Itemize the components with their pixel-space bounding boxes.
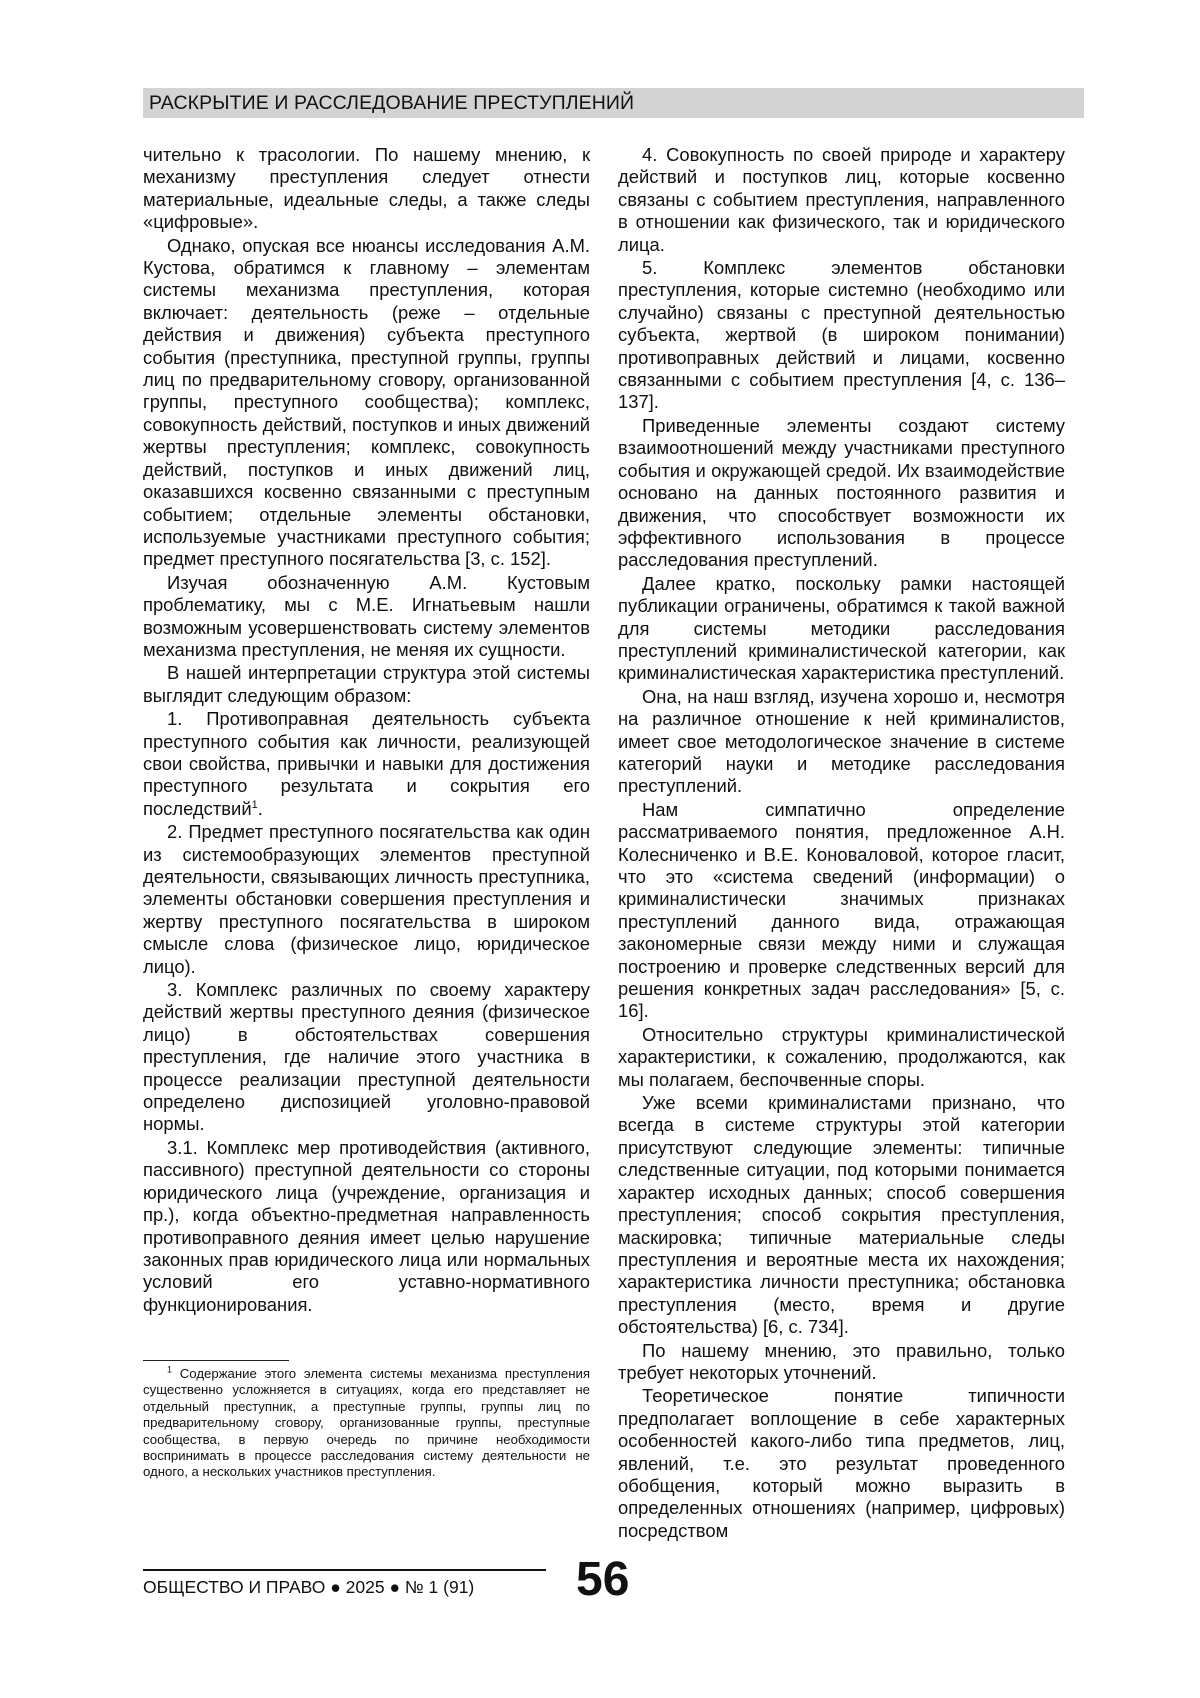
paragraph: Приведенные элементы создают систему взаимоотношений между участниками преступного события и окружающей средой. Их взаимодействие основано на данных постоянного развития и движения, что способствует возможности их эффективного использования в процессе расследования преступлений. bbox=[618, 414, 1065, 571]
paragraph: Однако, опуская все нюансы исследования А.М. Кустова, обратимся к главному – элементам системы механизма преступления, которая включает: деятельность (реже – отдельные действия и движения) субъекта преступного события (преступника, преступной группы, группы лиц по предварительному сговору, организованной группы, преступного сообщества); комплекс, совокупность действий, поступков и иных движений жертвы преступления; комплекс, совокупность действий, поступков и иных движений лиц, оказавшихся косвенно связанными с преступным событием; отдельные элементы обстановки, используемые участниками преступного события; предмет преступного посягательства [3, с. 152]. bbox=[143, 234, 590, 570]
paragraph: Относительно структуры криминалистической характеристики, к сожалению, продолжаются, как мы полагаем, беспочвенные споры. bbox=[618, 1023, 1065, 1090]
footnote-divider bbox=[143, 1360, 289, 1361]
paragraph: Изучая обозначенную А.М. Кустовым проблематику, мы с М.Е. Игнатьевым нашли возможным усовершенствовать систему элементов механизма преступления, не меняя их сущности. bbox=[143, 571, 590, 660]
list-item-paragraph: 3.1. Комплекс мер противодействия (активного, пассивного) преступной деятельности со стороны юридического лица (учреждение, организация и пр.), когда объектно-предметная направленность противоправного деяния имеет целью нарушение законных прав юридического лица или нормальных условий его уставно-нормативного функционирования. bbox=[143, 1136, 590, 1315]
paragraph: По нашему мнению, это правильно, только требует некоторых уточнений. bbox=[618, 1339, 1065, 1383]
running-header-title: РАСКРЫТИЕ И РАССЛЕДОВАНИЕ ПРЕСТУПЛЕНИЙ bbox=[149, 92, 635, 114]
list-item-paragraph bbox=[143, 708, 590, 820]
list-item-text: 1. Противоправная деятельность субъекта преступного события как личности, реализующей свои свойства, привычки и навыки для достижения преступного результата и сокрытия его последствий bbox=[143, 708, 590, 819]
page-number: 56 bbox=[576, 1553, 630, 1606]
paragraph: Уже всеми криминалистами признано, что всегда в системе структуры этой категории присутствуют следующие элементы: типичные следственные ситуации, под которыми понимается характер исходных данных; способ совершения преступления; способ сокрытия преступления, маскировка; типичные материальные следы преступления и вероятные места их нахождения; характеристика личности преступника; обстановка преступления (место, время и другие обстоятельства) [6, с. 734]. bbox=[618, 1092, 1065, 1338]
list-item-paragraph: 4. Совокупность по своей природе и характеру действий и поступков лиц, которые косвенно связаны с событием преступления, направленного в отношении как физического, так и юридического лица. bbox=[618, 144, 1065, 255]
paragraph: чительно к трасологии. По нашему мнению, к механизму преступления следует отнести материальные, идеальные следы, а также следы «цифровые». bbox=[143, 144, 590, 233]
right-column bbox=[618, 144, 1065, 1543]
paragraph: Она, на наш взгляд, изучена хорошо и, несмотря на различное отношение к ней криминалистов, имеет свое методологическое значение в системе категорий науки и методике расследования преступлений. bbox=[618, 685, 1065, 797]
list-item-end: . bbox=[257, 797, 263, 819]
footnote-marker: 1 bbox=[167, 1364, 173, 1375]
journal-footer: ОБЩЕСТВО И ПРАВО ● 2025 ● № 1 (91) bbox=[143, 1577, 475, 1597]
footnote-reference: 1 bbox=[251, 798, 258, 811]
paragraph: Нам симпатично определение рассматриваемого понятия, предложенное А.Н. Колесниченко и В.Е. Коноваловой, которое гласит, что это «система сведений (информации) о криминалистически значимых признаках преступлений данного вида, отражающая закономерные связи между ними и служащая построению и проверке следственных версий для решения конкретных задач расследования» [5, с. 16]. bbox=[618, 798, 1065, 1022]
paragraph: Далее кратко, поскольку рамки настоящей публикации ограничены, обратимся к такой важной для системы методики расследования преступлений криминалистической категории, как криминалистическая характеристика преступлений. bbox=[618, 572, 1065, 684]
left-column bbox=[143, 144, 590, 1317]
list-item-paragraph: 3. Комплекс различных по своему характеру действий жертвы преступного деяния (физическое лицо) в обстоятельствах совершения преступления, где наличие этого участника в процессе реализации преступной деятельности определено диспозицией уголовно-правовой нормы. bbox=[143, 979, 590, 1135]
paragraph: Теоретическое понятие типичности предполагает воплощение в себе характерных особенностей какого-либо типа предметов, лиц, явлений, т.е. это результат проведенного обобщения, который можно выразить в определенных отношениях (например, цифровых) посредством bbox=[618, 1385, 1065, 1541]
list-item-paragraph: 2. Предмет преступного посягательства как один из системообразующих элементов преступной деятельности, связывающих личность преступника, элементы обстановки совершения преступления и жертву преступного посягательства в широком смысле слова (физическое лицо, юридическое лицо). bbox=[143, 821, 590, 977]
list-item-paragraph: 5. Комплекс элементов обстановки преступления, которые системно (необходимо или случайно) связаны с преступной деятельностью субъекта, жертвой (в широком понимании) противоправных действий и лицами, косвенно связанными с событием преступления [4, с. 136–137]. bbox=[618, 257, 1065, 413]
footer-divider bbox=[143, 1569, 546, 1571]
footnote bbox=[143, 1366, 590, 1481]
paragraph: В нашей интерпретации структура этой системы выглядит следующим образом: bbox=[143, 662, 590, 706]
footnote-text: Содержание этого элемента системы механизма преступления существенно усложняется в ситуациях, когда его представляет не отдельный преступник, а преступные группы, группы лиц по предварительному сговору, организованные группы, преступные сообщества, в первую очередь по причине необходимости воспринимать в процессе расследования систему деятельности не одного, а нескольких участников преступления. bbox=[143, 1366, 590, 1480]
